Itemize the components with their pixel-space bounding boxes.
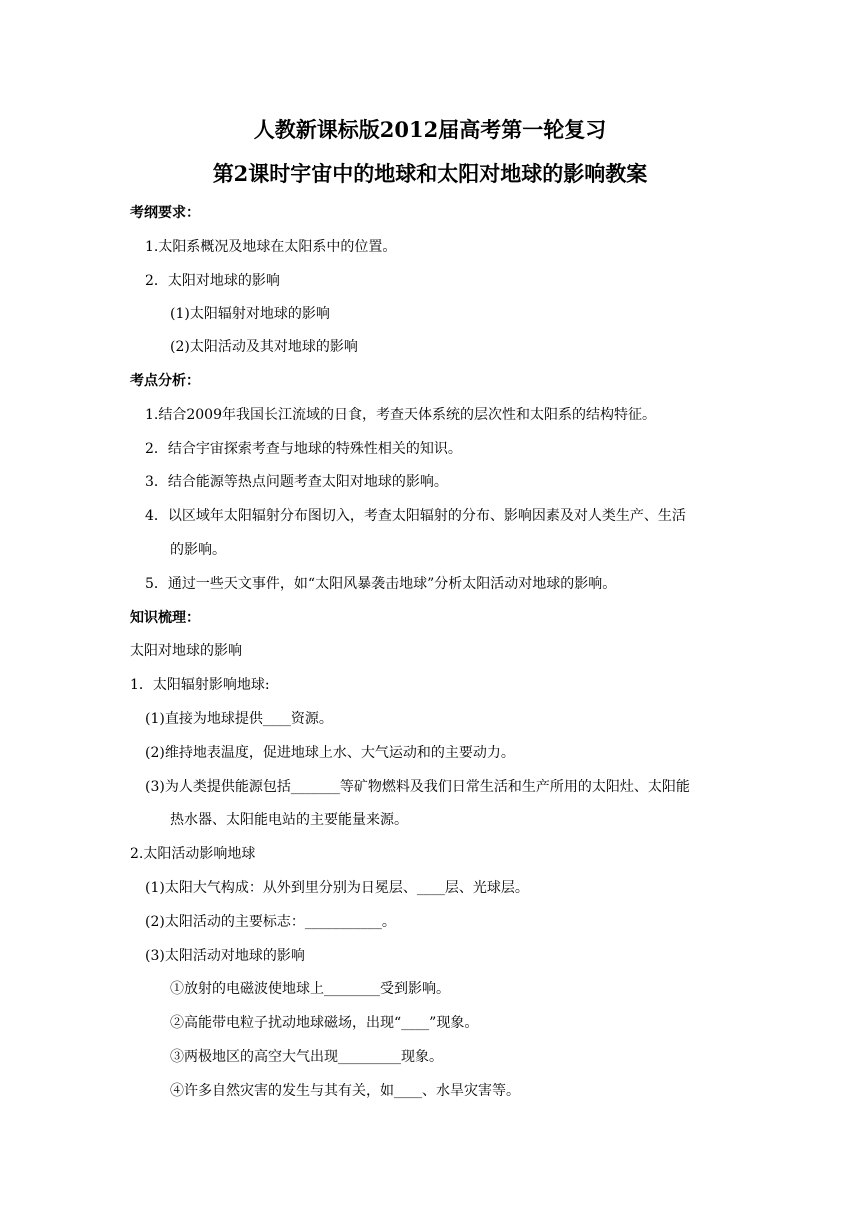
analysis-item: 1.结合2009年我国长江流域的日食，考查天体系统的层次性和太阳系的结构特征。 [145,407,656,423]
analysis-item: 3．结合能源等热点问题考查太阳对地球的影响。 [145,474,448,490]
knowledge-subitem: (1)直接为地球提供____资源。 [145,711,333,727]
knowledge-subitem: (2)太阳活动的主要标志：___________。 [145,914,396,930]
document-title: 人教新课标版2012届高考第一轮复习 [253,117,607,142]
analysis-item: 2．结合宇宙探索考查与地球的特殊性相关的知识。 [145,441,462,457]
knowledge-point: ①放射的电磁波使地球上________受到影响。 [170,981,450,997]
requirements-heading: 考纲要求： [130,205,200,221]
requirements-subitem: (1)太阳辐射对地球的影响 [170,306,330,322]
knowledge-subheading: 太阳对地球的影响 [130,643,242,659]
knowledge-point: ③两极地区的高空大气出现_________现象。 [170,1049,443,1065]
analysis-item: 5．通过一些天文事件，如“太阳风暴袭击地球”分析太阳活动对地球的影响。 [145,576,617,592]
knowledge-subitem: (3)太阳活动对地球的影响 [145,948,305,964]
knowledge-point: ②高能带电粒子扰动地球磁场，出现“____”现象。 [170,1015,479,1031]
analysis-heading: 考点分析： [130,373,200,389]
knowledge-point: ④许多自然灾害的发生与其有关，如____、水旱灾害等。 [170,1083,520,1099]
knowledge-subitem: (2)维持地表温度，促进地球上水、大气运动和的主要动力。 [145,745,515,761]
knowledge-subitem: (3)为人类提供能源包括_______等矿物燃料及我们日常生活和生产所用的太阳灶、太阳能 [145,779,690,795]
requirements-item: 2．太阳对地球的影响 [145,273,280,289]
knowledge-heading: 知识梳理： [130,610,200,626]
knowledge-subitem-continuation: 热水器、太阳能电站的主要能量来源。 [170,812,408,828]
analysis-item: 4．以区域年太阳辐射分布图切入，考查太阳辐射的分布、影响因素及对人类生产、生活 [145,508,686,524]
knowledge-item: 2.太阳活动影响地球 [130,846,256,862]
knowledge-subitem: (1)太阳大气构成：从外到里分别为日冕层、____层、光球层。 [145,880,529,896]
knowledge-item: 1．太阳辐射影响地球: [130,677,270,693]
document-subtitle: 第2课时宇宙中的地球和太阳对地球的影响教案 [212,161,648,186]
requirements-item: 1.太阳系概况及地球在太阳系中的位置。 [145,239,397,255]
requirements-subitem: (2)太阳活动及其对地球的影响 [170,339,358,355]
analysis-item-continuation: 的影响。 [170,542,226,558]
